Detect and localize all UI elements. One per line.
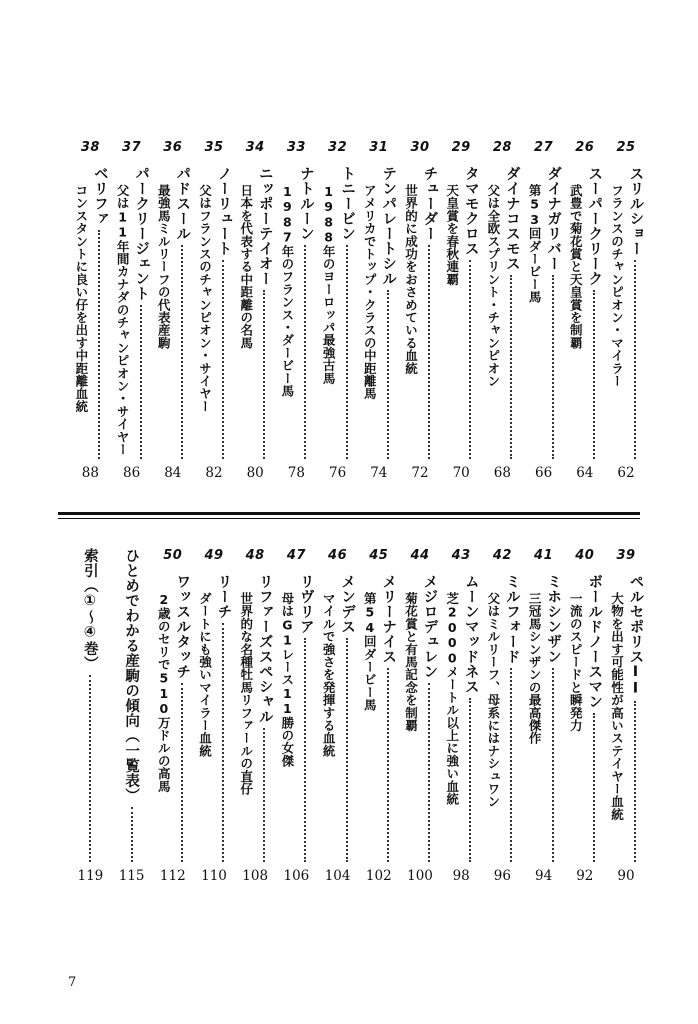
entry-number: 50 — [163, 548, 183, 563]
entry-subtitle: 1987年のフランス・ダービー馬 — [279, 184, 295, 398]
entry-number: 46 — [328, 548, 348, 563]
dot-leader — [98, 230, 100, 459]
toc-entry[interactable] — [318, 140, 358, 485]
entry-number: 27 — [534, 140, 554, 155]
toc-entry[interactable] — [606, 548, 646, 888]
entry-page-number: 78 — [287, 465, 305, 481]
entry-number: 49 — [204, 548, 224, 563]
entry-number: 37 — [122, 140, 142, 155]
entry-page-number: 74 — [370, 465, 388, 481]
entry-page-number: 70 — [452, 465, 470, 481]
entry-subtitle: 菊花賞と有馬記念を制覇 — [403, 592, 419, 732]
dot-leader — [510, 275, 512, 459]
entry-subtitle: ダートにも強いマイラー血統 — [197, 592, 213, 758]
dot-leader — [89, 675, 91, 862]
entry-title: ナトルーン — [297, 166, 314, 241]
entry-subtitle: 父はフランスのチャンピオン・サイヤー — [197, 184, 213, 413]
entry-number: 25 — [616, 140, 636, 155]
toc-entry[interactable] — [441, 140, 481, 485]
entry-page-number: 108 — [242, 868, 269, 884]
entry-subtitle: 1988年のヨーロッパ最強古馬 — [321, 184, 337, 385]
dot-leader — [428, 245, 430, 459]
entry-title: ミホシンザン — [545, 574, 562, 664]
entry-title: ひとめでわかる産駒の傾向（一覧表） — [123, 548, 140, 803]
entry-subtitle: 世界的な名種牡馬リファールの直仔 — [238, 592, 254, 796]
entry-number: 40 — [575, 548, 595, 563]
entry-title: メンデス — [339, 574, 356, 634]
toc-entry[interactable] — [194, 140, 234, 485]
section-divider-thin — [58, 518, 640, 519]
entry-page-number: 112 — [159, 868, 186, 884]
entry-subtitle: 母はG1レース11勝の女傑 — [279, 592, 295, 768]
entry-page-number: 96 — [493, 868, 511, 884]
entry-page-number: 90 — [617, 868, 635, 884]
entry-number: 26 — [575, 140, 595, 155]
entry-title: スリルショー — [627, 166, 644, 256]
entry-title: リファーズスペシャル — [256, 574, 273, 724]
toc-entry[interactable] — [70, 140, 110, 485]
entry-page-number: 80 — [246, 465, 264, 481]
entry-number: 42 — [492, 548, 512, 563]
entry-page-number: 106 — [283, 868, 310, 884]
entry-subtitle: 芝2000メートル以上に強い血統 — [444, 592, 460, 806]
entry-page-number: 76 — [329, 465, 347, 481]
entry-title: パークリージェント — [133, 166, 150, 301]
entry-subtitle: 武豊で菊花賞と天皇賞を制覇 — [568, 184, 584, 350]
entry-subtitle: 世界的に成功をおさめている血統 — [403, 184, 419, 375]
toc-entry[interactable] — [112, 140, 152, 485]
dot-leader — [510, 668, 512, 862]
entry-page-number: 94 — [535, 868, 553, 884]
entry-number: 43 — [451, 548, 471, 563]
entry-number: 33 — [286, 140, 306, 155]
entry-title: ペルセポリスII — [627, 574, 644, 697]
dot-leader — [140, 305, 142, 459]
toc-entry[interactable] — [482, 548, 522, 888]
entry-subtitle: 三冠馬シンザンの最高傑作 — [527, 592, 543, 745]
entry-number: 32 — [328, 140, 348, 155]
entry-page-number: 102 — [365, 868, 392, 884]
dot-leader — [469, 260, 471, 459]
entry-page-number: 115 — [118, 868, 145, 884]
toc-entry[interactable] — [482, 140, 522, 485]
entry-title: ベリファ — [91, 166, 108, 226]
entry-subtitle: 天皇賞を春秋連覇 — [444, 184, 460, 286]
dot-leader — [593, 290, 595, 459]
dot-leader — [181, 245, 183, 459]
entry-subtitle: 最強馬ミルリーフの代表産駒 — [156, 184, 172, 350]
toc-entry[interactable] — [359, 140, 399, 485]
entry-title: ニッポーテイオー — [256, 166, 273, 286]
entry-page-number: 82 — [205, 465, 223, 481]
dot-leader — [552, 668, 554, 862]
entry-number: 28 — [492, 140, 512, 155]
entry-page-number: 84 — [164, 465, 182, 481]
entry-title: メリーナイス — [380, 574, 397, 664]
entry-subtitle: 父は全欧スプリント・チャンピオン — [485, 184, 501, 388]
entry-number: 48 — [245, 548, 265, 563]
entry-title: ボールドノースマン — [586, 574, 603, 709]
entry-subtitle: 日本を代表する中距離の名馬 — [238, 184, 254, 350]
entry-page-number: 86 — [123, 465, 141, 481]
dot-leader — [346, 245, 348, 459]
entry-title: ダイナガリバー — [545, 166, 562, 271]
entry-subtitle: 父は11年間カナダのチャンピオン・サイヤー — [115, 184, 131, 456]
toc-entry[interactable] — [441, 548, 481, 888]
entry-title: テンパレートシル — [380, 166, 397, 286]
entry-page-number: 110 — [201, 868, 227, 884]
dot-leader — [346, 638, 348, 862]
entry-page-number: 119 — [77, 868, 104, 884]
toc-entry[interactable] — [400, 548, 440, 888]
entry-title: メジロデュレン — [421, 574, 438, 679]
entry-subtitle: 第54回ダービー馬 — [362, 592, 378, 712]
toc-entry[interactable] — [318, 548, 358, 888]
entry-page-number: 98 — [452, 868, 470, 884]
dot-leader — [131, 807, 133, 862]
toc-entry[interactable] — [565, 548, 605, 888]
toc-entry[interactable] — [70, 548, 110, 888]
entry-subtitle: 一流のスピードと瞬発力 — [568, 592, 584, 732]
toc-entry[interactable] — [194, 548, 234, 888]
entry-title: トニービン — [339, 166, 356, 241]
toc-entry[interactable] — [276, 140, 316, 485]
entry-number: 34 — [245, 140, 265, 155]
entry-subtitle: フランスのチャンピオン・マイラー — [609, 184, 625, 388]
entry-number: 47 — [286, 548, 306, 563]
dot-leader — [263, 728, 265, 862]
entry-title: ダイナコスモス — [503, 166, 520, 271]
footer-page-number: 7 — [68, 975, 77, 990]
dot-leader — [387, 668, 389, 862]
entry-title: ノーリュート — [215, 166, 232, 256]
dot-leader — [428, 683, 430, 862]
dot-leader — [593, 713, 595, 862]
dot-leader — [552, 275, 554, 459]
entry-number: 36 — [163, 140, 183, 155]
entry-title: チューダー — [421, 166, 438, 241]
toc-entry[interactable] — [153, 548, 193, 888]
entry-subtitle: 大物を出す可能性が高いステイヤー血統 — [609, 592, 625, 821]
entry-title: ミルフォード — [503, 574, 520, 664]
entry-subtitle: コンスタントに良い仔を出す中距離血統 — [73, 184, 89, 413]
entry-page-number: 92 — [576, 868, 594, 884]
dot-leader — [181, 683, 183, 862]
dot-leader — [304, 638, 306, 862]
entry-title: パドスール — [174, 166, 191, 241]
toc-entry[interactable] — [400, 140, 440, 485]
entry-page-number: 104 — [324, 868, 351, 884]
dot-leader — [634, 701, 636, 862]
entry-page-number: 68 — [493, 465, 511, 481]
toc-entry[interactable] — [565, 140, 605, 485]
entry-title: 索引（①〜④巻） — [81, 548, 98, 671]
entry-number: 44 — [410, 548, 430, 563]
entry-page-number: 88 — [81, 465, 99, 481]
entry-subtitle: 父はミルリーフ、母系にはナシュワン — [485, 592, 501, 808]
toc-entry[interactable] — [112, 548, 152, 888]
entry-page-number: 66 — [535, 465, 553, 481]
entry-number: 29 — [451, 140, 471, 155]
entry-page-number: 72 — [411, 465, 429, 481]
dot-leader — [222, 260, 224, 459]
entry-number: 41 — [534, 548, 554, 563]
dot-leader — [387, 290, 389, 459]
entry-number: 35 — [204, 140, 224, 155]
toc-entry[interactable] — [524, 548, 564, 888]
dot-leader — [469, 698, 471, 862]
dot-leader — [222, 623, 224, 862]
entry-subtitle: マイルで強さを発揮する血統 — [321, 592, 337, 758]
toc-entry[interactable] — [235, 140, 275, 485]
entry-number: 31 — [369, 140, 389, 155]
dot-leader — [263, 290, 265, 459]
toc-entry[interactable] — [606, 140, 646, 485]
toc-entry[interactable] — [153, 140, 193, 485]
entry-page-number: 64 — [576, 465, 594, 481]
entry-number: 38 — [80, 140, 100, 155]
toc-entry[interactable] — [235, 548, 275, 888]
toc-bottom-section — [0, 548, 698, 888]
toc-entry[interactable] — [359, 548, 399, 888]
toc-entry[interactable] — [276, 548, 316, 888]
entry-title: リーチ — [215, 574, 232, 619]
entry-subtitle: 第53回ダービー馬 — [527, 184, 543, 304]
entry-number: 39 — [616, 548, 636, 563]
entry-title: ムーンマッドネス — [462, 574, 479, 694]
toc-entry[interactable] — [524, 140, 564, 485]
entry-title: タマモクロス — [462, 166, 479, 256]
dot-leader — [304, 245, 306, 459]
entry-number: 45 — [369, 548, 389, 563]
entry-title: ワッスルタッチ — [174, 574, 191, 679]
entry-page-number: 100 — [407, 868, 433, 884]
entry-page-number: 62 — [617, 465, 635, 481]
toc-top-section — [0, 140, 698, 485]
entry-title: スーパークリーク — [586, 166, 603, 286]
entry-subtitle: 2歳のセリで510万ドルの高馬 — [156, 592, 172, 793]
section-divider-thick — [58, 512, 640, 515]
entry-title: リヴリア — [297, 574, 314, 634]
dot-leader — [634, 260, 636, 459]
entry-subtitle: アメリカでトップ・クラスの中距離馬 — [362, 184, 378, 400]
entry-number: 30 — [410, 140, 430, 155]
